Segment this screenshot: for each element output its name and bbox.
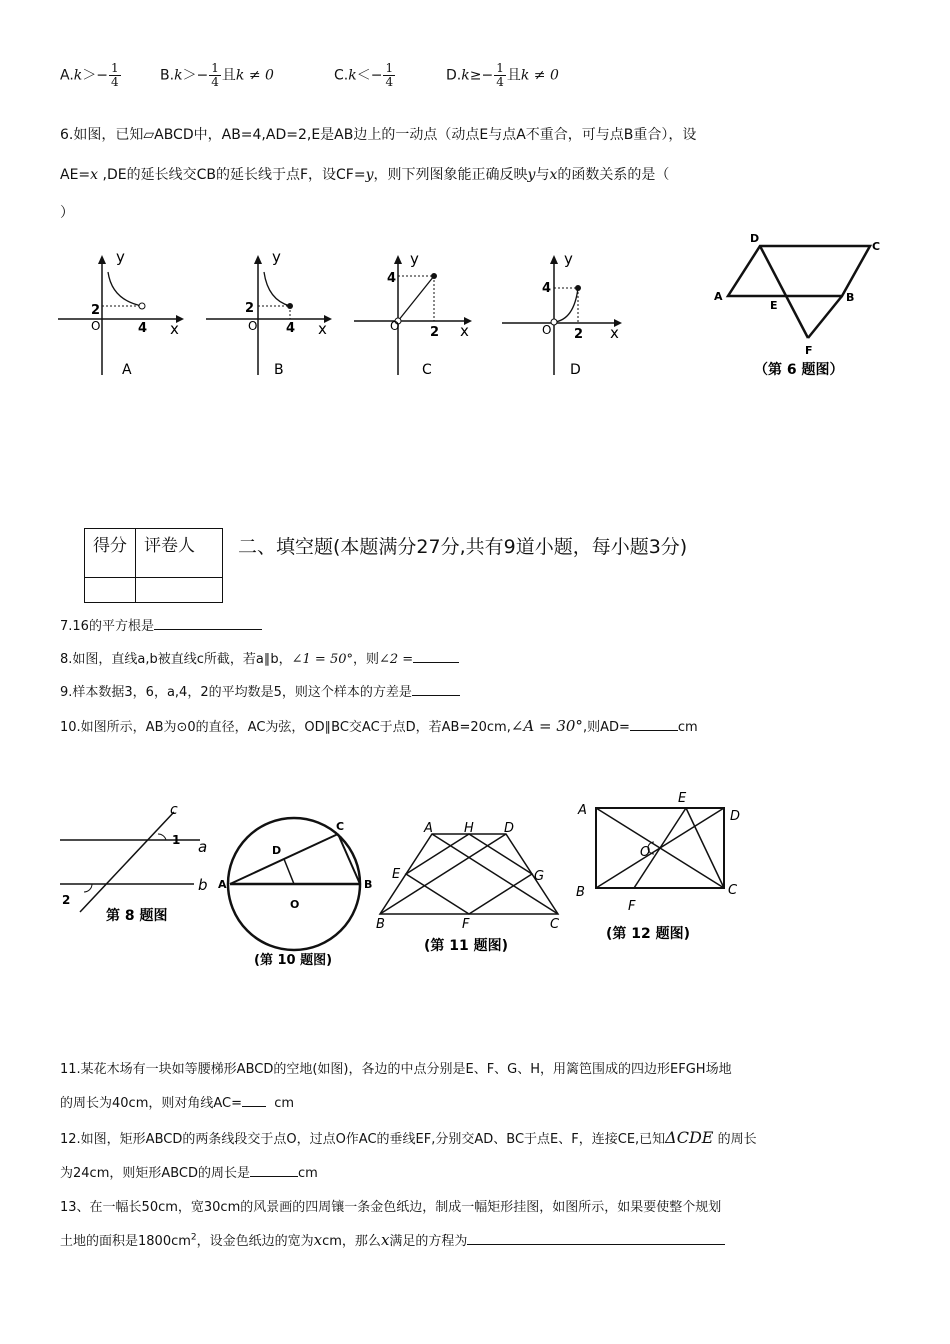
nonzero-condition: k ≠ 0 (520, 67, 559, 84)
fraction (109, 62, 121, 89)
answer-blank[interactable] (630, 716, 678, 731)
point-label: A (578, 803, 587, 818)
q7 (60, 615, 262, 634)
q7-text: 7.16的平方根是 (60, 619, 154, 634)
var-x: x (380, 1231, 390, 1249)
var-x: x (313, 1231, 323, 1249)
answer-blank[interactable] (412, 681, 460, 696)
filled-point (431, 273, 437, 279)
grader-cell: 评卷人 (136, 529, 223, 578)
point-label: A (424, 821, 433, 836)
point-label: C (872, 240, 881, 253)
graph-label: B (274, 362, 284, 378)
fraction-den: 4 (496, 75, 504, 89)
var-y: y (365, 167, 374, 183)
q13-text: cm，那么 (322, 1234, 381, 1249)
point-label: O (290, 898, 300, 911)
point-label: A (714, 290, 723, 303)
q12-text: 的周长 (717, 1132, 757, 1147)
label-2: 2 (62, 893, 71, 907)
line-df (760, 246, 808, 338)
point-label: C (550, 917, 560, 932)
fraction (209, 62, 221, 89)
q13-line2 (60, 1230, 725, 1249)
q13-text: 满足的方程为 (389, 1234, 468, 1249)
q10 (60, 716, 698, 735)
curve (264, 272, 290, 306)
var-k: k (348, 67, 357, 84)
x-label: x (460, 322, 469, 340)
label-1: 1 (172, 833, 181, 847)
option-b (160, 62, 274, 89)
point-label: H (464, 821, 474, 836)
var-y: y (527, 167, 536, 183)
figure-10 (218, 806, 386, 976)
figure-11 (374, 820, 570, 960)
point-label: O (640, 845, 651, 860)
option-c-label: C. (334, 67, 349, 84)
angle-arc (84, 884, 92, 892)
option-d-label: D. (446, 67, 462, 84)
q6-text: AE= (60, 167, 91, 183)
point-label: D (504, 821, 515, 836)
q10-text: 10.如图所示，AB为⊙0的直径，AC为弦，OD∥BC交AC于点D，若AB=20cm, (60, 720, 511, 735)
q6-text: ,DE的延长线交CB的延长线于点F，设CF= (98, 167, 366, 183)
graph-label: C (422, 362, 432, 378)
q12-text: 为24cm，则矩形ABCD的周长是 (60, 1166, 251, 1181)
angle-1: ∠1 = 50° (291, 652, 353, 667)
graph-label: A (122, 362, 132, 378)
point-label: F (805, 344, 813, 357)
label-a: a (198, 838, 208, 856)
q13-text: ，设金色纸边的宽为 (196, 1234, 314, 1249)
segment (398, 276, 434, 321)
graph-a (58, 250, 188, 380)
superscript: 2 (190, 1232, 197, 1243)
y-label: y (116, 248, 125, 266)
relation: ＞− (182, 67, 209, 84)
filled-point (287, 303, 293, 309)
answer-blank[interactable] (467, 1230, 725, 1245)
figure-caption: (第 11 题图) (424, 938, 509, 954)
y-label: y (272, 248, 281, 266)
score-cell: 得分 (85, 529, 136, 578)
point-label: D (750, 232, 760, 245)
figure-caption: (第 12 题图) (606, 926, 691, 942)
fraction (383, 62, 395, 89)
var-k: k (461, 67, 470, 84)
answer-blank[interactable] (413, 648, 459, 663)
nonzero-condition: k ≠ 0 (235, 67, 274, 84)
tick-4: 4 (138, 321, 148, 336)
answer-blank[interactable] (250, 1162, 298, 1177)
x-label: x (170, 320, 179, 338)
x-label: x (610, 324, 619, 342)
q13-text: 土地的面积是1800cm (60, 1234, 191, 1249)
q6-line3: ） (60, 205, 74, 221)
y-label: y (410, 250, 419, 268)
point-label: B (376, 917, 385, 932)
tick-2: 2 (430, 325, 440, 340)
option-d (446, 62, 559, 89)
fraction (494, 62, 506, 89)
origin-label: O (390, 319, 400, 333)
point-label: D (730, 809, 741, 824)
point-label: B (576, 885, 585, 900)
tick-4: 4 (542, 281, 552, 296)
q6-line2 (60, 164, 669, 184)
var-k: k (73, 67, 83, 84)
fraction-num: 1 (111, 61, 119, 75)
point-label: F (462, 917, 470, 932)
figure-8 (58, 800, 228, 930)
graph-c (354, 250, 484, 380)
q12-text: 12.如图，矩形ABCD的两条线段交于点O，过点O作AC的垂线EF,分别交AD、BC于点E、F，连接CE,已知 (60, 1132, 666, 1147)
var-x: x (90, 167, 99, 183)
q6-text: ，则下列图象能正确反映 (373, 167, 528, 183)
tick-4: 4 (387, 271, 397, 286)
unit: cm (274, 1096, 295, 1111)
fraction-den: 4 (211, 75, 219, 89)
origin-label: O (91, 319, 101, 333)
q8-text: ，则 (353, 652, 380, 667)
option-b-label: B. (160, 67, 175, 84)
segment-od (284, 859, 294, 884)
point-label: C (336, 820, 345, 833)
point-label: F (628, 899, 636, 914)
figure-12 (574, 788, 754, 948)
answer-blank[interactable] (242, 1092, 266, 1107)
line-c (80, 812, 174, 912)
point-label: E (678, 791, 687, 806)
and-text: 且 (506, 67, 521, 84)
figure-6 (710, 232, 890, 382)
angle-arc (158, 834, 166, 840)
y-label: y (564, 250, 573, 268)
graph-label: D (570, 362, 581, 378)
relation: ＜− (356, 67, 383, 84)
q8 (60, 648, 459, 667)
curve (108, 272, 142, 306)
option-c (334, 62, 396, 89)
open-point (139, 303, 145, 309)
q13-line1: 13、在一幅长50cm，宽30cm的风景画的四周镶一条金色纸边，制成一幅矩形挂图，如图所示，如果要使整个规划 (60, 1200, 722, 1215)
chord-cb (338, 834, 360, 884)
figure-caption: （第 6 题图） (754, 362, 844, 378)
var-x: x (549, 167, 558, 183)
score-table (84, 528, 223, 603)
relation: ≥− (469, 67, 494, 84)
q9-text: 9.样本数据3，6，a,4，2的平均数是5，则这个样本的方差是 (60, 685, 412, 700)
point-label: C (728, 883, 738, 898)
option-a-label: A. (60, 67, 74, 84)
point-label: A (218, 878, 227, 891)
and-text: 且 (221, 67, 236, 84)
q11-text: 的周长为40cm，则对角线AC= (60, 1096, 242, 1111)
figure-caption: (第 10 题图) (254, 953, 333, 968)
fraction-num: 1 (496, 61, 504, 75)
q10-text: ,则AD= (582, 720, 630, 735)
origin-label: O (248, 319, 258, 333)
q12-line2 (60, 1162, 318, 1181)
filled-point (575, 285, 581, 291)
y-arrow-icon (254, 255, 262, 264)
triangle-cde: ΔCDE (665, 1128, 714, 1147)
point-label: D (272, 844, 282, 857)
graph-b (206, 250, 336, 380)
y-arrow-icon (550, 255, 558, 264)
origin-label: O (542, 323, 552, 337)
curve (554, 288, 578, 322)
x-label: x (318, 320, 327, 338)
line-fb (808, 296, 842, 338)
open-point (551, 319, 557, 325)
fraction-num: 1 (385, 61, 394, 75)
section-title: 二、填空题(本题满分27分,共有9道小题，每小题3分) (238, 536, 688, 558)
q8-text: 8.如图，直线a,b被直线c所截，若a∥b， (60, 652, 292, 667)
var-k: k (174, 67, 183, 84)
q9 (60, 681, 460, 700)
fraction-den: 4 (111, 75, 119, 89)
answer-blank[interactable] (154, 615, 262, 630)
unit: cm (677, 720, 698, 735)
unit: cm (298, 1166, 318, 1181)
y-arrow-icon (394, 255, 402, 264)
figure-caption: 第 8 题图 (106, 908, 168, 924)
tick-4: 4 (286, 321, 296, 336)
tick-2: 2 (91, 303, 101, 318)
option-a (60, 62, 122, 89)
q11-line1: 11.某花木场有一块如等腰梯形ABCD的空地(如图)，各边的中点分别是E、F、G、H，用篱笆围成的四边形EFGH场地 (60, 1062, 732, 1077)
q6-text: 与 (535, 167, 550, 183)
y-arrow-icon (98, 255, 106, 264)
point-label: B (364, 878, 373, 891)
point-label: B (846, 291, 855, 304)
q6-line1: 6.如图，已知▱ABCD中，AB=4,AD=2,E是AB边上的一动点（动点E与点A不重合，可与点B重合），设 (60, 127, 697, 143)
fraction-den: 4 (385, 75, 394, 89)
tick-2: 2 (574, 327, 584, 342)
angle-a: ∠A = 30° (510, 717, 583, 735)
score-value-cell (85, 578, 136, 603)
q6-text: 的函数关系的是（ (557, 167, 670, 183)
parallelogram (728, 246, 870, 296)
q12-line1 (60, 1128, 757, 1147)
q11-line2 (60, 1092, 294, 1111)
point-label: G (534, 869, 545, 884)
graph-d (502, 250, 632, 380)
label-b: b (198, 876, 208, 894)
label-c: c (170, 802, 178, 818)
point-label: E (392, 867, 401, 882)
point-label: E (770, 299, 778, 312)
fraction-num: 1 (211, 61, 219, 75)
tick-2: 2 (245, 301, 255, 316)
relation: ＞− (82, 67, 108, 84)
grader-value-cell (136, 578, 223, 603)
angle-2: ∠2 = (379, 652, 414, 667)
